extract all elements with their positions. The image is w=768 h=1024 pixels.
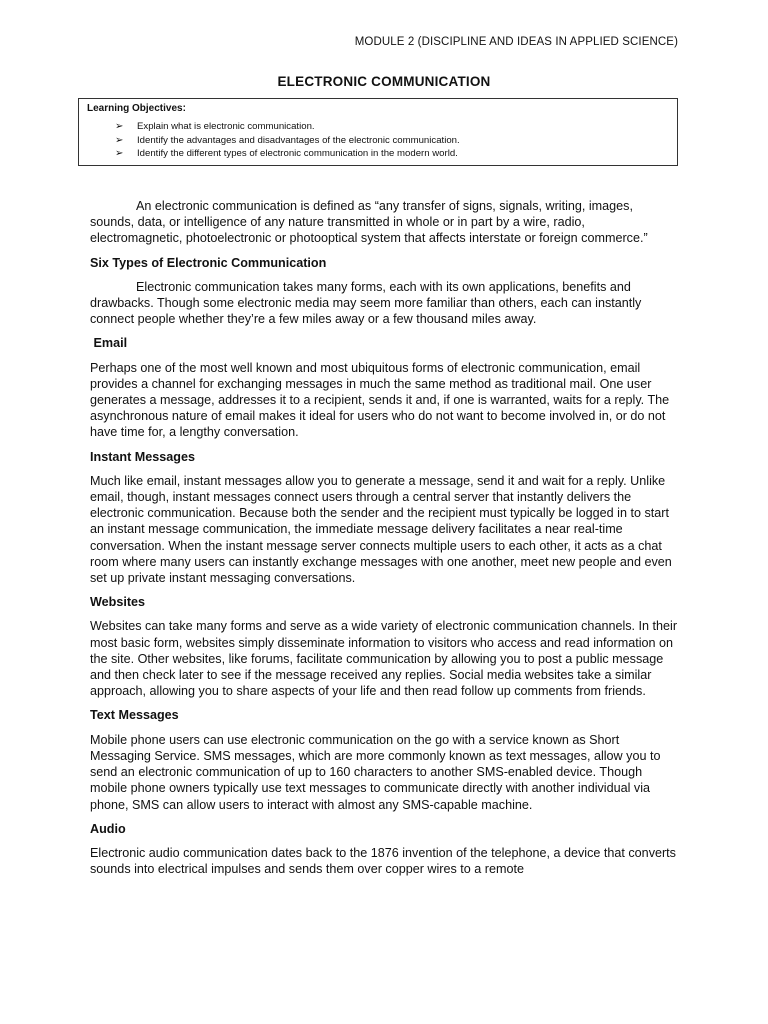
instant-messages-paragraph: Much like email, instant messages allow you to generate a message, send it and wait for a reply. Unlike email, though, instant messages connect users through a central server that instantly delivers the electronic communication. Because both the sender and the recipient must typically be logged in to start an instant message communication, the immediate message delivery facilitates a near real-time conversation. When the instant message server connects multiple users to each other, it acts as a chat room where many users can instantly exchange messages with one another, meet new people and even set up private instant messaging conversations. <box>90 473 672 586</box>
learning-objectives-title: Learning Objectives: <box>87 103 186 114</box>
module-header: MODULE 2 (DISCIPLINE AND IDEAS IN APPLIED SCIENCE) <box>354 36 678 48</box>
intro-paragraph: An electronic communication is defined as “any transfer of signs, signals, writing, images, sounds, data, or intelligence of any nature transmitted in whole or in part by a wire, radio, electromagnetic, photoelectronic or photooptical system that affects interstate or foreign commerce.” <box>90 199 648 246</box>
text-messages-heading: Text Messages <box>90 708 179 723</box>
audio-heading: Audio <box>90 821 126 836</box>
websites-heading: Websites <box>90 595 146 610</box>
arrow-bullet-icon: ➢ <box>115 148 124 160</box>
instant-messages-heading: Instant Messages <box>90 449 195 464</box>
learning-objectives-list <box>87 120 669 161</box>
objective-item <box>115 120 669 134</box>
arrow-bullet-icon: ➢ <box>115 134 124 146</box>
objective-item <box>115 134 669 148</box>
learning-objectives-box <box>78 98 678 166</box>
six-types-heading: Six Types of Electronic Communication <box>90 255 327 270</box>
websites-paragraph: Websites can take many forms and serve as a wide variety of electronic communication channels. In their most basic form, websites simply disseminate information to visitors who access and read information on the site. Other websites, like forums, facilitate communication by allowing you to post a public message and then check later to see if the message received any replies. Social media websites take a similar approach, allowing you to share aspects of your life and then read follow up comments from friends. <box>90 619 678 699</box>
objective-text: Identify the advantages and disadvantages of the electronic communication. <box>137 134 460 146</box>
arrow-bullet-icon: ➢ <box>115 121 124 132</box>
objective-text: Identify the different types of electronic communication in the modern world. <box>137 148 458 160</box>
objective-text: Explain what is electronic communication. <box>137 121 315 132</box>
email-paragraph: Perhaps one of the most well known and most ubiquitous forms of electronic communication, email provides a channel for exchanging messages in much the same method as traditional mail. One user generates a message, addresses it to a recipient, sends it and, if one is warranted, waits for a reply. The asynchronous nature of email makes it ideal for users who do not want to become involved in, or do not have time for, a lengthy conversation. <box>90 360 670 440</box>
objective-item <box>115 147 669 161</box>
document-body <box>90 198 680 885</box>
six-types-paragraph: Electronic communication takes many forms, each with its own applications, benefits and drawbacks. Though some electronic media may seem more familiar than others, each can instantly connect people whether they’re a few miles away or a few thousand miles away. <box>90 279 642 327</box>
audio-paragraph: Electronic audio communication dates back to the 1876 invention of the telephone, a device that converts sounds into electrical impulses and sends them over copper wires to a remote <box>90 845 676 877</box>
text-messages-paragraph: Mobile phone users can use electronic communication on the go with a service known as Short Messaging Service. SMS messages, which are more commonly known as text messages, allow you to send an electronic communication of up to 160 characters to another SMS-enabled device. Though mobile phone owners typically use text messages to communicate directly with another individual via phone, SMS can allow users to interact with almost any SMS-capable machine. <box>90 732 661 812</box>
document-title: ELECTRONIC COMMUNICATION <box>277 74 491 89</box>
email-heading: Email <box>90 336 128 351</box>
